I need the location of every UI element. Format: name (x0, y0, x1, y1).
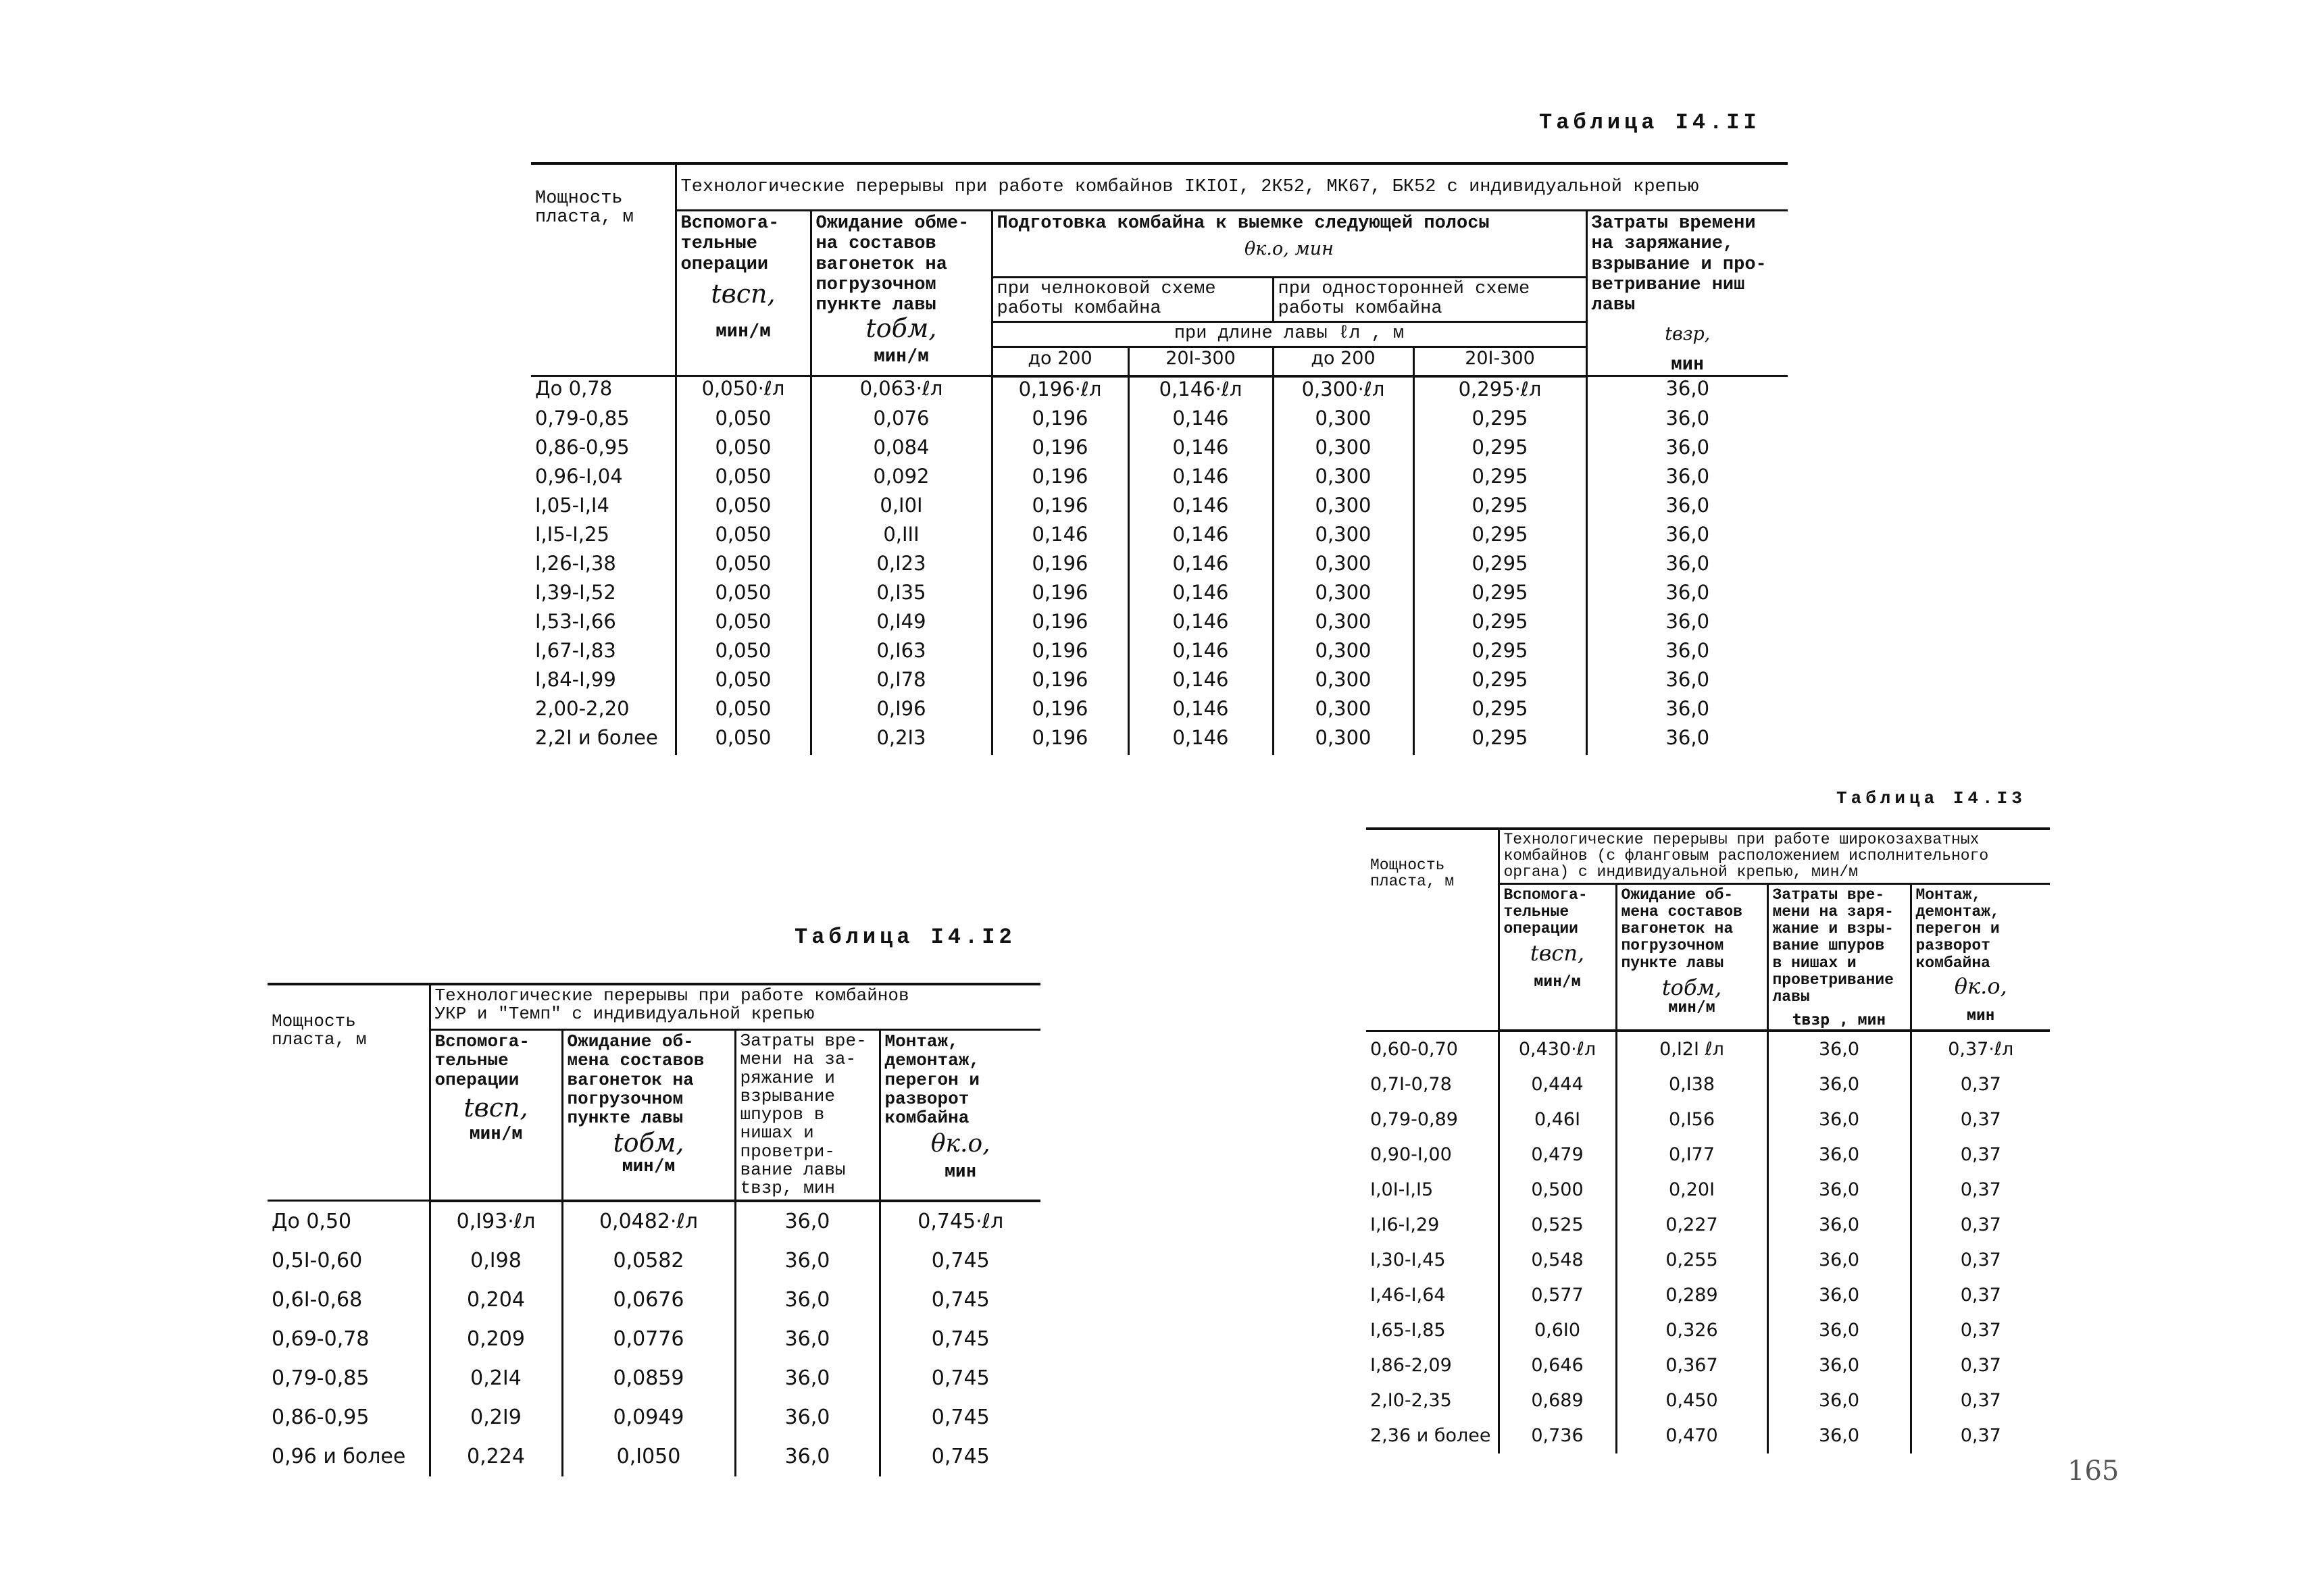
table-cell: 36,0 (735, 1201, 880, 1241)
table-cell: 0,300 (1273, 697, 1413, 726)
table-12 (268, 983, 1040, 1476)
table-row (531, 581, 1788, 610)
table-cell: 36,0 (735, 1359, 880, 1398)
row-label: I,39-I,52 (531, 581, 676, 610)
table-cell: 0,37 (1911, 1383, 2050, 1418)
header-wait-exchange-unit: мин/м (874, 344, 929, 366)
table-cell: 0,092 (811, 465, 992, 494)
table-cell: 0,295·ℓл (1413, 376, 1586, 407)
row-label: 2,2I и более (531, 726, 676, 755)
table-cell: 0,146 (1128, 639, 1273, 668)
table-cell: 0,295 (1413, 407, 1586, 436)
header-thickness: Мощность пласта, м (531, 163, 676, 376)
page-number: 165 (2067, 1456, 2119, 1487)
table-cell: 0,37 (1911, 1208, 2050, 1243)
table-cell: 0,0482·ℓл (562, 1201, 735, 1241)
table-cell: 0,46I (1499, 1102, 1616, 1137)
table-cell: 0,295 (1413, 639, 1586, 668)
row-label: До 0,50 (268, 1201, 430, 1241)
table-cell: 0,745 (880, 1241, 1040, 1281)
table-cell: 0,I77 (1616, 1137, 1767, 1173)
table-cell: 36,0 (1586, 523, 1788, 552)
table-cell: 36,0 (1586, 639, 1788, 668)
header-mount-symbol: θк.о, (1954, 973, 2007, 999)
table-cell: 0,444 (1499, 1067, 1616, 1102)
table-row (1366, 1137, 2050, 1173)
table-cell: 0,295 (1413, 465, 1586, 494)
row-label: 0,6I-0,68 (268, 1281, 430, 1320)
header-aux-ops (1499, 884, 1616, 1031)
table-cell: 0,I0I (811, 494, 992, 523)
header-prep (992, 211, 1586, 278)
header-aux-ops (430, 1030, 562, 1201)
table-cell: 0,0859 (562, 1359, 735, 1398)
table-cell: 0,146 (1128, 581, 1273, 610)
header-thickness: Мощность пласта, м (268, 984, 430, 1201)
table-cell: 0,204 (430, 1281, 562, 1320)
header-oneside-scheme: при односторонней схеме работы комбайна (1273, 278, 1586, 321)
table-cell: 0,I49 (811, 610, 992, 639)
table-cell: 0,050 (676, 407, 811, 436)
table-cell: 0,196 (992, 465, 1128, 494)
table-cell: 36,0 (1767, 1208, 1911, 1243)
header-wait-exchange (811, 211, 992, 376)
table-cell: 36,0 (735, 1398, 880, 1437)
table-cell: 0,146 (1128, 668, 1273, 697)
header-blast-unit: мин (1671, 353, 1705, 375)
table-cell: 0,050 (676, 639, 811, 668)
table-cell: 36,0 (1586, 465, 1788, 494)
table-cell: 36,0 (1586, 581, 1788, 610)
table-cell: 0,050 (676, 523, 811, 552)
table-cell: 0,430·ℓл (1499, 1031, 1616, 1067)
table-cell: 0,050 (676, 552, 811, 581)
header-wait-exchange-label: Ожидание об- мена составов вагонеток на погрузочном пункте лавы (1621, 886, 1742, 972)
table-cell: 0,646 (1499, 1348, 1616, 1383)
table-cell: 0,689 (1499, 1383, 1616, 1418)
header-len-201-300-b: 20I-300 (1413, 346, 1586, 376)
header-wait-exchange-unit: мин/м (622, 1156, 676, 1177)
header-wait-exchange-symbol: tобм, (1661, 974, 1722, 1000)
row-label: 2,00-2,20 (531, 697, 676, 726)
table-row (531, 639, 1788, 668)
table-row (1366, 1173, 2050, 1208)
table-13 (1366, 827, 2050, 1453)
table-cell: 0,37 (1911, 1067, 2050, 1102)
table-row (1366, 1383, 2050, 1418)
table-11-caption: Таблица I4.II (1539, 110, 1761, 135)
table-cell: 36,0 (1586, 376, 1788, 407)
table-cell: 0,III (811, 523, 992, 552)
table-row (268, 1241, 1040, 1281)
row-label: 0,69-0,78 (268, 1320, 430, 1359)
header-aux-ops-unit: мин/м (469, 1123, 523, 1143)
header-mount-unit: мин (1966, 1006, 1995, 1025)
header-prep-label: Подготовка комбайна к выемке следующей полосы (997, 213, 1490, 234)
table-row (531, 436, 1788, 465)
table-cell: 36,0 (1586, 610, 1788, 639)
row-label: 0,79-0,85 (268, 1359, 430, 1398)
row-label: I,26-I,38 (531, 552, 676, 581)
table-cell: 0,146 (992, 523, 1128, 552)
table-cell: 0,295 (1413, 668, 1586, 697)
table-cell: 0,196 (992, 581, 1128, 610)
header-blast (1767, 884, 1911, 1031)
table-cell: 0,050 (676, 668, 811, 697)
header-mount-label: Монтаж, демонтаж, перегон и разворот комбайна (884, 1031, 980, 1129)
row-label: 0,90-I,00 (1366, 1137, 1499, 1173)
table-cell: 0,0582 (562, 1241, 735, 1281)
table-cell: 36,0 (1586, 697, 1788, 726)
row-label: I,53-I,66 (531, 610, 676, 639)
table-row (1366, 1278, 2050, 1313)
table-row (1366, 1348, 2050, 1383)
table-row (531, 610, 1788, 639)
table-row (1366, 1102, 2050, 1137)
table-cell: 0,300 (1273, 639, 1413, 668)
header-len-upto-200-b: до 200 (1273, 346, 1413, 376)
table-cell: 0,196 (992, 407, 1128, 436)
table-row (1366, 1208, 2050, 1243)
row-label: I,30-I,45 (1366, 1243, 1499, 1278)
table-row (268, 1359, 1040, 1398)
row-label: I,84-I,99 (531, 668, 676, 697)
table-cell: 0,050·ℓл (676, 376, 811, 407)
table-cell: 0,2I9 (430, 1398, 562, 1437)
table-cell: 0,I23 (811, 552, 992, 581)
table-cell: 0,2I4 (430, 1359, 562, 1398)
table-cell: 0,I63 (811, 639, 992, 668)
table-cell: 0,745 (880, 1359, 1040, 1398)
table-cell: 0,I93·ℓл (430, 1201, 562, 1241)
table-row (268, 1437, 1040, 1476)
table-row (1366, 1031, 2050, 1067)
table-cell: 0,295 (1413, 436, 1586, 465)
table-cell: 0,050 (676, 610, 811, 639)
table-12-body (268, 1201, 1040, 1476)
row-label: 2,I0-2,35 (1366, 1383, 1499, 1418)
table-cell: 0,326 (1616, 1313, 1767, 1348)
table-cell: 0,295 (1413, 726, 1586, 755)
row-label: До 0,78 (531, 376, 676, 407)
row-label: 0,86-0,95 (268, 1398, 430, 1437)
table-cell: 36,0 (1586, 436, 1788, 465)
header-face-length: при длине лавы ℓл , м (992, 321, 1586, 346)
header-blast-label: Затраты вре- мени на заря- жание и взры- вание шпуров в нишах и проветривание лавы (1772, 886, 1894, 1006)
table-cell: 0,300 (1273, 436, 1413, 465)
header-wait-exchange-symbol: tобм, (613, 1128, 684, 1158)
table-cell: 0,146 (1128, 610, 1273, 639)
table-cell: 0,470 (1616, 1418, 1767, 1453)
table-cell: 0,0949 (562, 1398, 735, 1437)
header-wait-exchange-label: Ожидание об- мена составов вагонеток на погрузочном пункте лавы (567, 1031, 705, 1129)
table-cell: 0,146 (1128, 494, 1273, 523)
table-cell: 0,146 (1128, 523, 1273, 552)
table-cell: 0,146 (1128, 407, 1273, 436)
header-shuttle-scheme: при челноковой схеме работы комбайна (992, 278, 1273, 321)
table-cell: 0,295 (1413, 552, 1586, 581)
table-row (1366, 1243, 2050, 1278)
table-cell: 36,0 (1586, 668, 1788, 697)
table-cell: 0,300 (1273, 523, 1413, 552)
row-label: 0,96 и более (268, 1437, 430, 1476)
table-cell: 0,I38 (1616, 1067, 1767, 1102)
table-cell: 0,196 (992, 668, 1128, 697)
table-cell: 36,0 (1767, 1243, 1911, 1278)
table-cell: 0,084 (811, 436, 992, 465)
table-row (531, 726, 1788, 755)
table-12-caption: Таблица I4.I2 (795, 925, 1016, 950)
table-11-body (531, 376, 1788, 755)
table-cell: 0,255 (1616, 1243, 1767, 1278)
header-wait-exchange (562, 1030, 735, 1201)
table-cell: 0,745·ℓл (880, 1201, 1040, 1241)
table-cell: 0,295 (1413, 523, 1586, 552)
header-group: Технологические перерывы при работе широкозахватных комбайнов (с фланговым расположением исполнительного органа) с индивидуальной крепью, мин/м (1499, 829, 2050, 884)
table-cell: 0,367 (1616, 1348, 1767, 1383)
header-aux-ops-symbol: tвсп, (463, 1092, 528, 1123)
table-cell: 0,295 (1413, 697, 1586, 726)
header-group: Технологические перерывы при работе комбайнов IKIOI, 2К52, МК67, БК52 с индивидуальной крепью (676, 163, 1788, 211)
header-wait-exchange-symbol: tобм, (865, 313, 937, 343)
table-cell: 0,300 (1273, 465, 1413, 494)
row-label: 0,79-0,85 (531, 407, 676, 436)
table-row (268, 1201, 1040, 1241)
row-label: 0,7I-0,78 (1366, 1067, 1499, 1102)
table-cell: 0,37 (1911, 1102, 2050, 1137)
table-cell: 0,I35 (811, 581, 992, 610)
row-label: I,65-I,85 (1366, 1313, 1499, 1348)
header-thickness: Мощность пласта, м (1366, 829, 1499, 1031)
table-row (1366, 1418, 2050, 1453)
table-row (531, 523, 1788, 552)
row-label: 0,5I-0,60 (268, 1241, 430, 1281)
row-label: I,86-2,09 (1366, 1348, 1499, 1383)
table-cell: 0,0776 (562, 1320, 735, 1359)
table-row (531, 465, 1788, 494)
table-cell: 0,289 (1616, 1278, 1767, 1313)
table-cell: 0,37 (1911, 1243, 2050, 1278)
table-cell: 0,500 (1499, 1173, 1616, 1208)
table-cell: 0,300 (1273, 726, 1413, 755)
table-cell: 0,146 (1128, 436, 1273, 465)
table-cell: 0,I96 (811, 697, 992, 726)
row-label: 2,36 и более (1366, 1418, 1499, 1453)
table-cell: 0,295 (1413, 610, 1586, 639)
table-cell: 36,0 (1767, 1383, 1911, 1418)
header-len-201-300-a: 20I-300 (1128, 346, 1273, 376)
header-mount (1911, 884, 2050, 1031)
header-wait-exchange (1616, 884, 1767, 1031)
table-cell: 0,196 (992, 436, 1128, 465)
table-cell: 0,224 (430, 1437, 562, 1476)
table-cell: 0,37 (1911, 1278, 2050, 1313)
row-label: 0,96-I,04 (531, 465, 676, 494)
table-cell: 0,I56 (1616, 1102, 1767, 1137)
header-aux-ops-symbol: tвсп, (711, 279, 776, 309)
table-cell: 0,I2I ℓл (1616, 1031, 1767, 1067)
table-cell: 0,300 (1273, 581, 1413, 610)
table-cell: 0,37 (1911, 1418, 2050, 1453)
table-cell: 0,295 (1413, 581, 1586, 610)
table-cell: 0,479 (1499, 1137, 1616, 1173)
header-blast: Затраты вре- мени на за- ряжание и взрывание шпуров в нишах и проветри- вание лавы tвзр, мин (735, 1030, 880, 1201)
table-cell: 0,196 (992, 610, 1128, 639)
table-cell: 0,063·ℓл (811, 376, 992, 407)
table-cell: 0,209 (430, 1320, 562, 1359)
row-label: I,I6-I,29 (1366, 1208, 1499, 1243)
table-cell: 36,0 (1586, 494, 1788, 523)
row-label: I,46-I,64 (1366, 1278, 1499, 1313)
table-cell: 0,525 (1499, 1208, 1616, 1243)
header-aux-ops-label: Вспомога- тельные операции (434, 1031, 530, 1090)
table-cell: 36,0 (1767, 1173, 1911, 1208)
table-cell: 0,227 (1616, 1208, 1767, 1243)
table-cell: 0,300 (1273, 668, 1413, 697)
table-cell: 0,076 (811, 407, 992, 436)
row-label: I,05-I,I4 (531, 494, 676, 523)
table-cell: 0,146·ℓл (1128, 376, 1273, 407)
row-label: I,67-I,83 (531, 639, 676, 668)
header-mount-unit: мин (945, 1161, 977, 1182)
table-cell: 0,050 (676, 465, 811, 494)
table-cell: 36,0 (1586, 552, 1788, 581)
table-cell: 0,745 (880, 1437, 1040, 1476)
table-cell: 0,295 (1413, 494, 1586, 523)
table-cell: 0,196 (992, 552, 1128, 581)
header-aux-ops-label: Вспомога- тельные операции (1503, 886, 1588, 938)
row-label: I,0I-I,I5 (1366, 1173, 1499, 1208)
table-cell: 0,745 (880, 1320, 1040, 1359)
header-mount-symbol: θк.о, (930, 1130, 990, 1158)
table-cell: 0,300 (1273, 552, 1413, 581)
table-cell: 36,0 (1767, 1067, 1911, 1102)
table-cell: 0,37 (1911, 1313, 2050, 1348)
table-cell: 0,300·ℓл (1273, 376, 1413, 407)
table-cell: 0,I78 (811, 668, 992, 697)
table-cell: 36,0 (1586, 407, 1788, 436)
table-cell: 0,6I0 (1499, 1313, 1616, 1348)
table-cell: 0,I050 (562, 1437, 735, 1476)
table-cell: 0,0676 (562, 1281, 735, 1320)
table-cell: 0,146 (1128, 697, 1273, 726)
header-mount-label: Монтаж, демонтаж, перегон и разворот комбайна (1915, 886, 2000, 972)
header-aux-ops-symbol: tвсп, (1530, 940, 1585, 967)
table-cell: 0,37 (1911, 1348, 2050, 1383)
table-cell: 0,050 (676, 581, 811, 610)
table-cell: 0,050 (676, 494, 811, 523)
table-row (531, 494, 1788, 523)
table-row (1366, 1067, 2050, 1102)
table-row (268, 1281, 1040, 1320)
table-cell: 36,0 (1767, 1278, 1911, 1313)
table-11 (531, 162, 1788, 755)
table-cell: 0,450 (1616, 1383, 1767, 1418)
header-aux-ops-unit: мин/м (1534, 973, 1581, 991)
table-cell: 0,745 (880, 1281, 1040, 1320)
table-cell: 36,0 (1767, 1102, 1911, 1137)
table-cell: 36,0 (1586, 726, 1788, 755)
table-row (268, 1320, 1040, 1359)
table-cell: 36,0 (735, 1241, 880, 1281)
table-cell: 0,146 (1128, 552, 1273, 581)
table-cell: 0,146 (1128, 726, 1273, 755)
row-label: 0,60-0,70 (1366, 1031, 1499, 1067)
table-row (531, 376, 1788, 407)
table-row (268, 1398, 1040, 1437)
header-mount (880, 1030, 1040, 1201)
table-cell: 0,050 (676, 697, 811, 726)
table-cell: 0,196 (992, 726, 1128, 755)
table-cell: 36,0 (735, 1320, 880, 1359)
table-row (531, 697, 1788, 726)
row-label: 0,79-0,89 (1366, 1102, 1499, 1137)
row-label: I,I5-I,25 (531, 523, 676, 552)
header-len-upto-200-a: до 200 (992, 346, 1128, 376)
header-group: Технологические перерывы при работе комбайнов УКР и "Темп" с индивидуальной крепью (430, 984, 1040, 1030)
header-wait-exchange-unit: мин/м (1668, 998, 1715, 1016)
table-cell: 0,I98 (430, 1241, 562, 1281)
table-cell: 0,37·ℓл (1911, 1031, 2050, 1067)
header-blast-unit: tвзр , мин (1792, 1010, 1886, 1029)
table-cell: 0,736 (1499, 1418, 1616, 1453)
table-13-caption: Таблица I4.I3 (1836, 788, 2026, 808)
header-blast-symbol: tвзр, (1665, 323, 1711, 344)
table-cell: 0,2I3 (811, 726, 992, 755)
table-row (531, 407, 1788, 436)
header-aux-ops-label: Вспомога- тельные операции (680, 213, 780, 275)
table-13-body (1366, 1031, 2050, 1453)
table-cell: 0,300 (1273, 407, 1413, 436)
table-cell: 0,196 (992, 494, 1128, 523)
table-cell: 36,0 (1767, 1137, 1911, 1173)
table-row (1366, 1313, 2050, 1348)
row-label: 0,86-0,95 (531, 436, 676, 465)
header-aux-ops (676, 211, 811, 376)
table-cell: 36,0 (1767, 1031, 1911, 1067)
table-cell: 0,196·ℓл (992, 376, 1128, 407)
table-cell: 0,300 (1273, 610, 1413, 639)
table-cell: 0,300 (1273, 494, 1413, 523)
table-row (531, 668, 1788, 697)
table-cell: 0,37 (1911, 1173, 2050, 1208)
table-cell: 36,0 (1767, 1348, 1911, 1383)
table-cell: 0,146 (1128, 465, 1273, 494)
header-blast-label: Затраты времени на заряжание, взрывание и про- ветривание ниш лавы (1591, 213, 1767, 316)
table-cell: 0,050 (676, 436, 811, 465)
table-cell: 0,196 (992, 639, 1128, 668)
header-blast (1586, 211, 1788, 376)
table-cell: 36,0 (735, 1281, 880, 1320)
table-row (531, 552, 1788, 581)
table-cell: 0,745 (880, 1398, 1040, 1437)
header-prep-symbol: θк.о, мин (1244, 238, 1334, 260)
table-cell: 36,0 (735, 1437, 880, 1476)
table-cell: 0,20I (1616, 1173, 1767, 1208)
header-aux-ops-unit: мин/м (715, 319, 771, 341)
table-cell: 0,196 (992, 697, 1128, 726)
header-wait-exchange-label: Ожидание обме- на составов вагонеток на погрузочном пункте лавы (815, 213, 970, 316)
table-cell: 0,548 (1499, 1243, 1616, 1278)
table-cell: 36,0 (1767, 1418, 1911, 1453)
table-cell: 0,577 (1499, 1278, 1616, 1313)
table-cell: 36,0 (1767, 1313, 1911, 1348)
table-cell: 0,050 (676, 726, 811, 755)
table-cell: 0,37 (1911, 1137, 2050, 1173)
